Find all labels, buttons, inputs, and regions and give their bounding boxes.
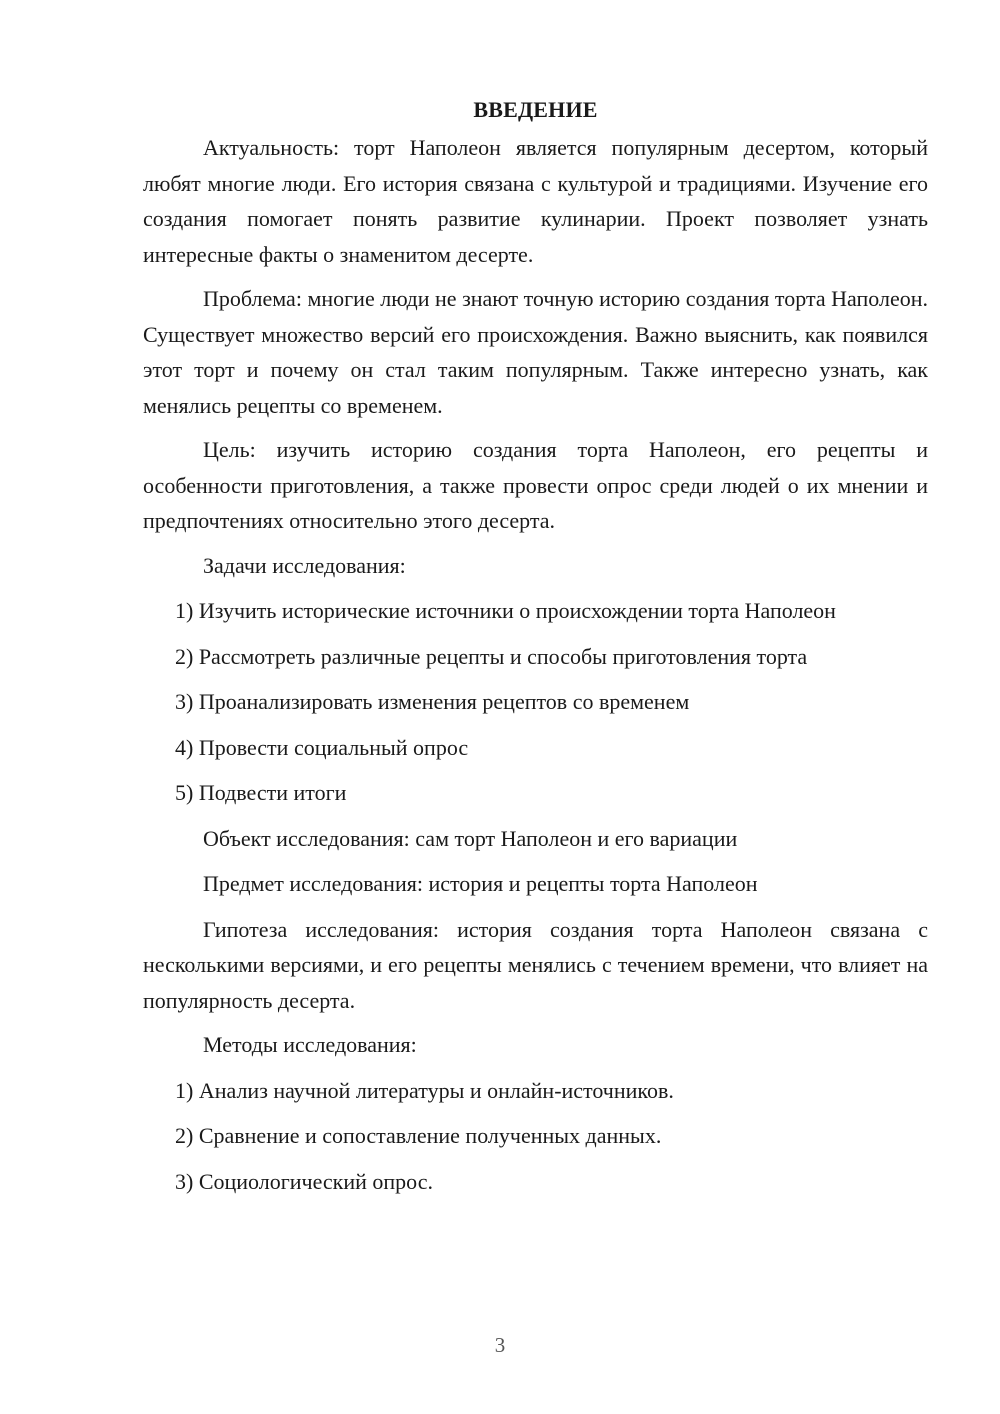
list-item: 3) Проанализировать изменения рецептов со временем [175,689,690,714]
methods-list [143,1073,928,1200]
document-page [143,92,928,1209]
goal-paragraph: Цель: изучить историю создания торта Наполеон, его рецепты и особенности приготовления, а также провести опрос среди людей о их мнении и предпочтениях относительно этого десерта. [143,437,928,533]
section-title: ВВЕДЕНИЕ [473,97,598,122]
list-item: 2) Сравнение и сопоставление полученных данных. [175,1123,662,1148]
list-item: 1) Анализ научной литературы и онлайн-источников. [175,1077,674,1103]
tasks-heading: Задачи исследования: [203,552,406,578]
list-item: 4) Провести социальный опрос [175,734,469,760]
problem-paragraph: Проблема: многие люди не знают точную историю создания торта Наполеон. Существует множество версий его происхождения. Важно выяснить, как появился этот торт и почему он стал таким популярным. Также интересно узнать, как менялись рецепты со временем. [143,286,928,418]
list-item: 1) Изучить исторические источники о происхождении торта Наполеон [175,598,836,623]
list-item: 5) Подвести итоги [175,780,347,805]
list-item: 3) Социологический опрос. [175,1168,433,1194]
tasks-list [143,593,928,811]
page-number: 3 [494,1333,506,1357]
methods-heading: Методы исследования: [203,1032,417,1057]
relevance-paragraph: Актуальность: торт Наполеон является популярным десертом, который любят многие люди. Его история связана с культурой и традициями. Изучение его создания помогает понять развитие кулинарии. Проект позволяет узнать интересные факты о знаменитом десерте. [143,135,928,267]
list-item: 2) Рассмотреть различные рецепты и способы приготовления торта [175,643,808,669]
hypothesis-paragraph: Гипотеза исследования: история создания торта Наполеон связана с несколькими версиями, и его рецепты менялись с течением времени, что влияет на популярность десерта. [143,916,928,1013]
subject-line: Предмет исследования: история и рецепты торта Наполеон [203,871,758,896]
object-line: Объект исследования: сам торт Наполеон и его вариации [203,825,738,851]
